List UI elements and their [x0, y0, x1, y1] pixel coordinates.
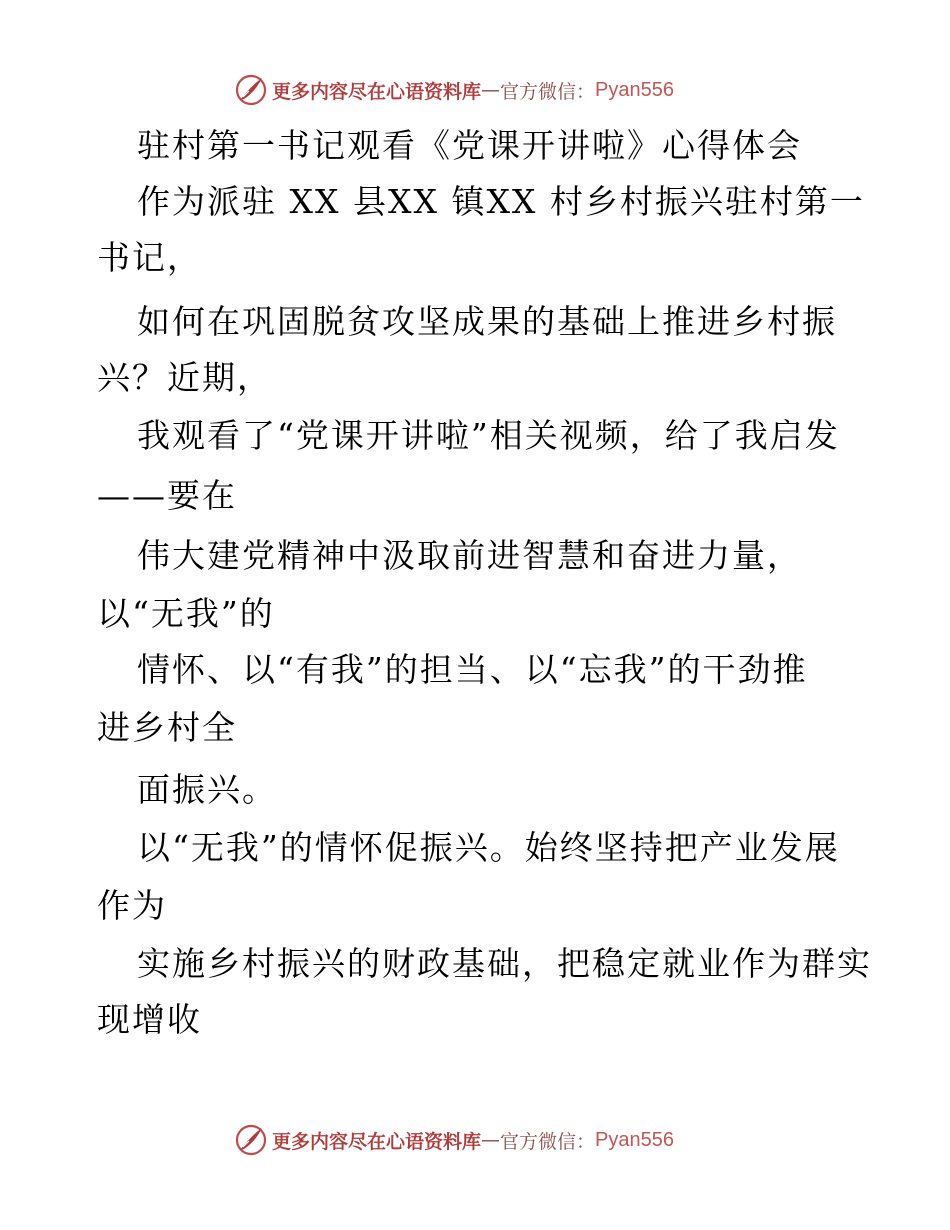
banner-main-text: 更多内容尽在心语资料库	[272, 80, 482, 103]
text-line: 作为派驻 XX 县XX 镇XX 村乡村振兴驻村第一	[137, 182, 865, 221]
text-line: 以“无我”的	[97, 594, 275, 633]
text-line: 伟大建党精神中汲取前进智慧和奋进力量，	[137, 536, 802, 575]
text-line: 面振兴。	[137, 770, 277, 809]
text-line: 我观看了“党课开讲啦”相关视频，给了我启发	[137, 416, 840, 455]
banner-sub-text: 官方微信：	[500, 80, 596, 103]
quill-pen-logo-icon	[234, 73, 268, 107]
banner-main-text: 更多内容尽在心语资料库	[272, 1130, 482, 1153]
banner-wechat-id: Pyan556	[595, 1128, 674, 1151]
banner-wechat-id: Pyan556	[595, 78, 674, 101]
quill-pen-logo-icon	[234, 1123, 268, 1157]
text-line: 实施乡村振兴的财政基础，把稳定就业作为群实	[137, 944, 872, 983]
document-title: 驻村第一书记观看《党课开讲啦》心得体会	[137, 126, 802, 165]
text-line: 以“无我”的情怀促振兴。始终坚持把产业发展	[137, 828, 840, 867]
text-line: ——要在	[97, 476, 237, 515]
footer-watermark-banner	[234, 1122, 674, 1158]
text-line: 情怀、以“有我”的担当、以“忘我”的干劲推	[137, 650, 808, 689]
text-line: 现增收	[97, 1000, 202, 1039]
text-line: 书记，	[97, 238, 202, 277]
text-line: 进乡村全	[97, 708, 237, 747]
text-line: 兴？近期，	[97, 358, 272, 397]
text-line: 作为	[97, 886, 167, 925]
banner-separator: —	[481, 1129, 501, 1151]
banner-sub-text: 官方微信：	[500, 1130, 596, 1153]
banner-separator: —	[481, 79, 501, 101]
text-line: 如何在巩固脱贫攻坚成果的基础上推进乡村振	[137, 302, 837, 341]
header-watermark-banner	[234, 72, 674, 108]
